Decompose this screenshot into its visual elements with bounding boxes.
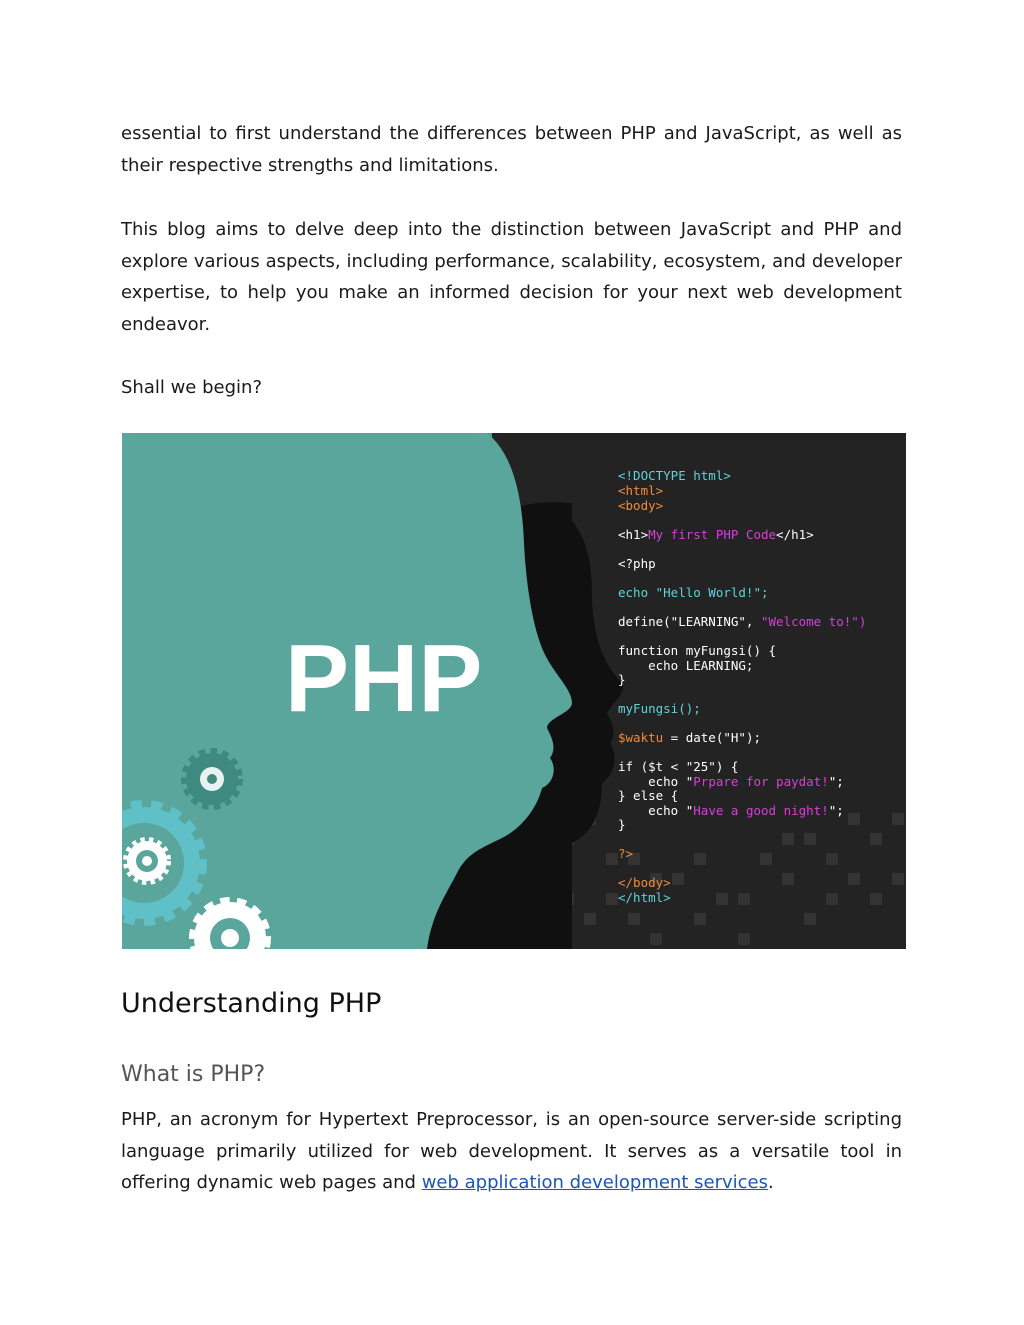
php-hero-image [122, 433, 906, 949]
php-logo-text: PHP [285, 625, 483, 732]
paragraph-text: PHP, an acronym for Hypertext Preprocessor, is an open-source server-side scripting language primarily utilized for web development. It serves as a versatile tool in offering dynamic web pages and [121, 1109, 902, 1194]
svg-text:<?php [618, 556, 656, 571]
intro-paragraph-3: Shall we begin? [121, 377, 262, 398]
gear-icon [127, 841, 167, 881]
svg-text:if ($t < "25") { [618, 759, 738, 774]
code-line: </body> [618, 875, 671, 890]
code-line: Prpare for paydat! [693, 774, 829, 789]
svg-text:<h1>My first PHP Code</h1> [618, 527, 814, 542]
code-line: "; [828, 774, 844, 789]
php-definition-paragraph [121, 1104, 902, 1199]
svg-text:} [618, 817, 626, 832]
svg-text:echo "Hello World!"; [618, 585, 769, 600]
svg-text:$waktu = date("H"); [618, 730, 761, 745]
svg-text:<!DOCTYPE html> [618, 468, 731, 483]
code-line: <!DOCTYPE html> [618, 468, 731, 483]
code-line: echo "Hello World!"; [618, 585, 769, 600]
code-line: <body> [618, 498, 664, 513]
web-app-services-link[interactable]: web application development services [421, 1172, 768, 1194]
svg-text:</body> [618, 875, 671, 890]
intro-paragraph-2: This blog aims to delve deep into the distinction between JavaScript and PHP and explore various aspects, including performance, scalability, ecosystem, and developer expertise, to help you make an informed decision for your next web development endeavor. [121, 219, 902, 336]
code-line: echo " [618, 803, 694, 818]
code-line: </html> [618, 890, 671, 905]
code-line: <html> [618, 483, 664, 498]
svg-text:<body> [618, 498, 663, 513]
paragraph-period: . [767, 1172, 774, 1194]
gear-icon [186, 753, 238, 805]
code-line: </h1> [776, 527, 814, 542]
code-line: function myFungsi() { [618, 643, 777, 658]
code-line: } [618, 672, 626, 687]
svg-text:</html> [618, 890, 671, 905]
code-line: } else { [618, 788, 679, 803]
code-line: <h1> [618, 527, 649, 542]
code-line: My first PHP Code [648, 527, 777, 542]
code-line: } [618, 817, 626, 832]
code-line: $waktu [618, 730, 664, 745]
svg-text:function myFungsi() { [618, 643, 776, 658]
intro-paragraph-1: essential to first understand the differences between PHP and JavaScript, as well as their respective strengths and limitations. [121, 123, 902, 176]
code-line: ?> [618, 846, 634, 861]
section-subheading: What is PHP? [121, 1062, 266, 1087]
svg-text:define("LEARNING", "Welcome to [618, 614, 866, 629]
svg-text:echo LEARNING; [618, 658, 753, 673]
code-line: echo " [618, 774, 694, 789]
svg-text:?> [618, 846, 633, 861]
code-line: "Welcome to!") [761, 614, 867, 629]
code-line: "; [828, 803, 844, 818]
svg-text:} else { [618, 788, 678, 803]
svg-text:} [618, 672, 626, 687]
section-heading: Understanding PHP [121, 988, 382, 1019]
svg-text:echo "Prpare for paydat!"; [618, 774, 844, 789]
code-line: if ($t < "25") { [618, 759, 739, 774]
code-line: <?php [618, 556, 656, 571]
code-line: define("LEARNING", [618, 614, 761, 629]
svg-text:echo "Have a good night!"; [618, 803, 844, 818]
code-line: echo LEARNING; [618, 658, 754, 673]
svg-text:<html> [618, 483, 663, 498]
code-line: Have a good night! [693, 803, 829, 818]
code-line: = date("H"); [663, 730, 761, 745]
svg-text:myFungsi(); [618, 701, 701, 716]
code-line: myFungsi(); [618, 701, 701, 716]
